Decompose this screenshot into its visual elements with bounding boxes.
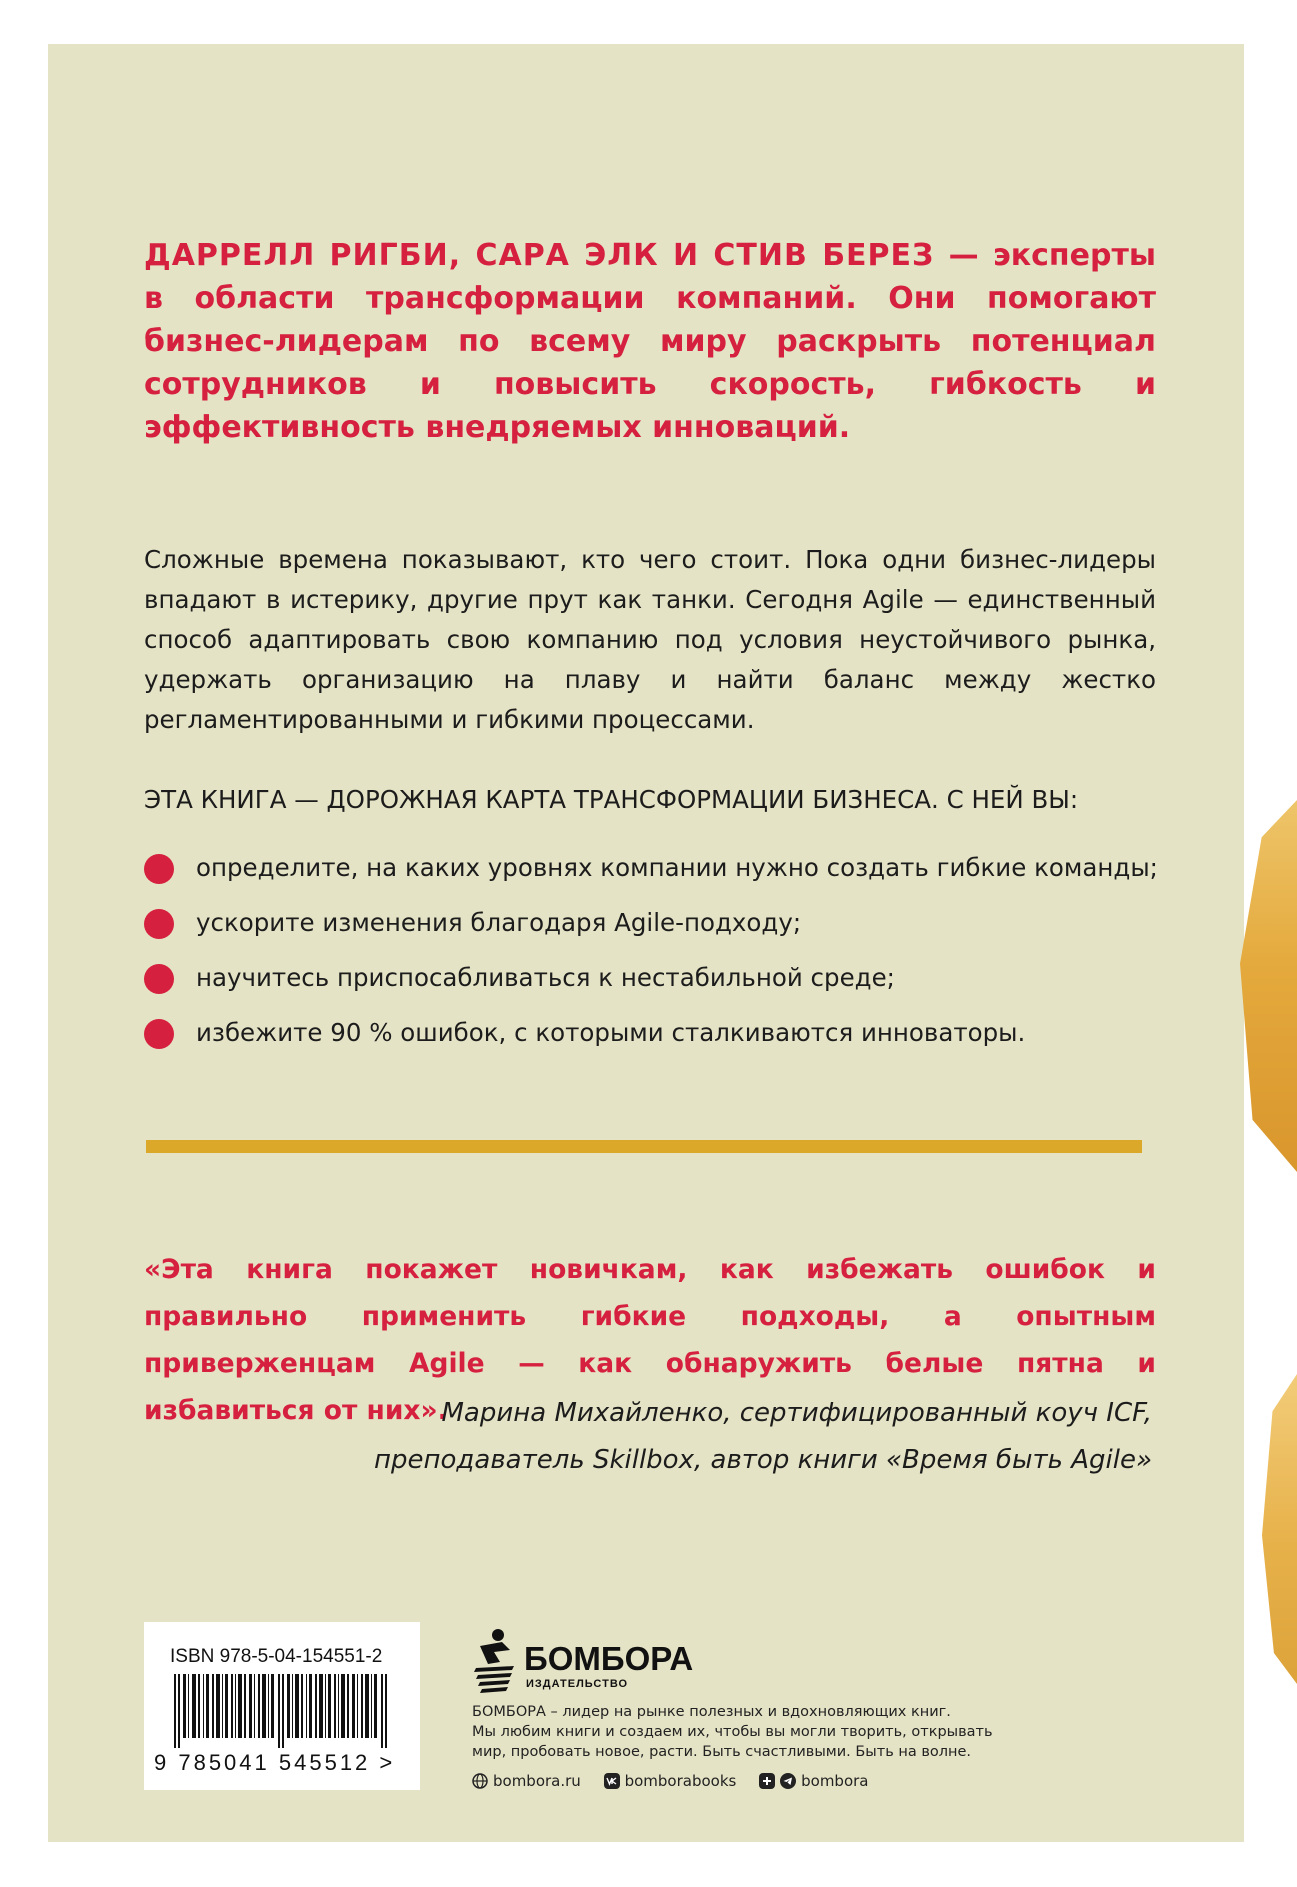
list-item: определите, на каких уровнях компании нужно создать гибкие команды;: [144, 848, 1156, 903]
globe-icon: [472, 1773, 488, 1789]
vk-icon: [604, 1773, 620, 1789]
publisher-description: [472, 1702, 1012, 1762]
site-link[interactable]: [472, 1772, 581, 1790]
bullet-dot-icon: [144, 909, 174, 939]
book-description: Сложные времена показывают, кто чего стоит. Пока одни бизнес-лидеры впадают в истерику, другие прут как танки. Сегодня Agile — единственный способ адаптировать свою компанию под условия неустойчивого рынка, удержать организацию на плаву и найти баланс между жестко регламентированными и гибкими процессами.: [144, 545, 1156, 734]
social-link[interactable]: [759, 1772, 868, 1790]
site-link-label: bombora.ru: [493, 1772, 581, 1790]
quote-attribution: [144, 1390, 1152, 1484]
bullet-dot-icon: [144, 854, 174, 884]
barcode-digits: 9 785041 545512 >: [154, 1750, 396, 1775]
barcode-bars-icon: [174, 1674, 392, 1748]
publisher-desc-line: БОМБОРА – лидер на рынке полезных и вдохновляющих книг.: [472, 1704, 951, 1720]
publisher-desc-line: Мы любим книги и создаем их, чтобы вы могли творить, открывать: [472, 1724, 993, 1740]
bullet-dot-icon: [144, 1019, 174, 1049]
attribution-line-1: Марина Михайленко, сертифицированный коуч ICF,: [441, 1398, 1152, 1428]
review-quote: «Эта книга покажет новичкам, как избежать ошибок и правильно применить гибкие подходы, а опытным приверженцам Agile — как обнаружить белые пятна и избавиться от них».: [144, 1254, 1156, 1426]
publisher-subtitle: ИЗДАТЕЛЬСТВО: [526, 1678, 629, 1690]
publisher-brand: БОМБОРА: [524, 1640, 694, 1677]
authors-intro-text: эксперты в области трансформации компаний. Они помогают бизнес-лидерам по всему миру раскрыть потенциал сотрудников и повысить скорость, гибкость и эффективность внедряемых инноваций.: [144, 238, 1156, 445]
vk-link[interactable]: [604, 1772, 737, 1790]
attribution-line-2: преподаватель Skillbox, автор книги «Время быть Agile»: [374, 1445, 1152, 1475]
vk-link-label: bomborabooks: [624, 1772, 737, 1790]
publisher-block: [472, 1622, 1012, 1792]
plus-icon: [759, 1773, 775, 1789]
bullet-dot-icon: [144, 964, 174, 994]
publisher-links: [472, 1772, 887, 1793]
bombora-logo-icon: [472, 1628, 518, 1694]
telegram-icon: [780, 1773, 796, 1789]
divider-bar: [146, 1140, 1142, 1153]
list-item: избежите 90 % ошибок, с которыми сталкиваются инноваторы.: [144, 1013, 1156, 1068]
social-link-label: bombora: [801, 1772, 869, 1790]
isbn-barcode: [144, 1622, 420, 1790]
authors-intro: [144, 234, 1156, 449]
list-item: научитесь приспосабливаться к нестабильной среде;: [144, 958, 1156, 1013]
list-item: ускорите изменения благодаря Agile-подходу;: [144, 903, 1156, 958]
roadmap-heading: ЭТА КНИГА — ДОРОЖНАЯ КАРТА ТРАНСФОРМАЦИИ БИЗНЕСА. С НЕЙ ВЫ:: [144, 785, 1079, 814]
publisher-desc-line: мир, пробовать новое, расти. Быть счастливыми. Быть на волне.: [472, 1744, 972, 1760]
isbn-text: ISBN 978-5-04-154551-2: [170, 1646, 383, 1667]
benefits-list: [144, 848, 1156, 1068]
authors-names: ДАРРЕЛЛ РИГБИ, САРА ЭЛК И СТИВ БЕРЕЗ —: [144, 238, 980, 273]
